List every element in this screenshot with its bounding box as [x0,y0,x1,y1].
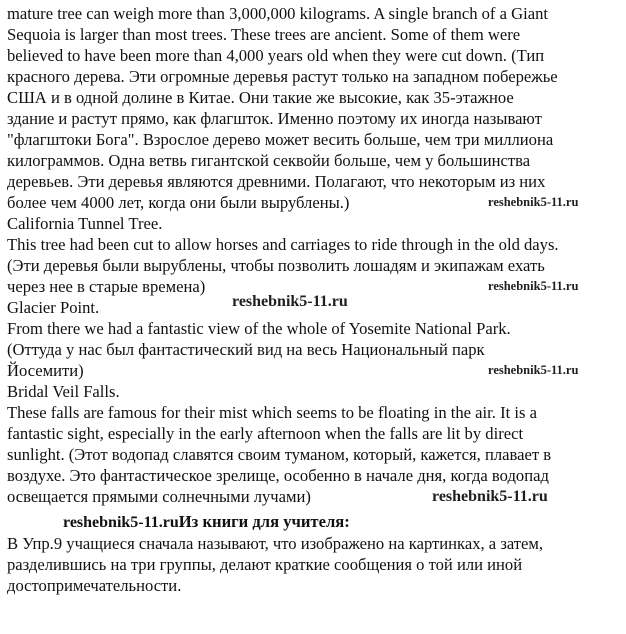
text-line: воздухе. Это фантастическое зрелище, особенно в начале дня, когда водопад [7,466,549,485]
text-line: believed to have been more than 4,000 years old when they were cut down. (Тип [7,46,545,65]
watermark: reshebnik5-11.ru [63,514,179,531]
text-line: These falls are famous for their mist which seems to be floating in the air. It is a [7,403,537,422]
teacher-heading-line [63,512,350,533]
teacher-heading: Из книги для учителя: [178,512,350,531]
text-line: здание и растут прямо, как флагшток. Именно поэтому их иногда называют [7,109,542,128]
text-line: (Оттуда у нас был фантастический вид на весь Национальный парк [7,340,485,359]
text-line: красного дерева. Эти огромные деревья растут только на западном побережье [7,67,558,86]
text-line: разделившись на три группы, делают краткие сообщения о той или иной [7,555,523,574]
text-line: достопримечательности. [7,576,182,595]
text-line: США и в одной долине в Китае. Они такие же высокие, как 35-этажное [7,88,514,107]
watermark: reshebnik5-11.ru [488,363,579,377]
text-line: mature tree can weigh more than 3,000,000 kilograms. A single branch of a Giant [7,4,548,23]
watermark: reshebnik5-11.ru [488,195,579,209]
text-line: освещается прямыми солнечными лучами) [7,487,311,506]
text-line: fantastic sight, especially in the early afternoon when the falls are lit by direct [7,424,524,443]
text-line: "флагштоки Бога". Взрослое дерево может весить больше, чем три миллиона [7,130,554,149]
watermark: reshebnik5-11.ru [432,488,548,505]
text-line: sunlight. (Этот водопад славятся своим туманом, который, кажется, плавает в [7,445,552,464]
text-line: This tree had been cut to allow horses and carriages to ride through in the old days. [7,235,559,254]
text-line: Sequoia is larger than most trees. These trees are ancient. Some of them were [7,25,521,44]
watermark: reshebnik5-11.ru [488,279,579,293]
section-heading-california-tunnel-tree: California Tunnel Tree. [7,214,163,233]
text-line: Йосемити) [7,361,84,380]
text-line: килограммов. Одна ветвь гигантской секвойи больше, чем у большинства [7,151,531,170]
text-line: более чем 4000 лет, когда они были вырублены.) [7,193,350,212]
watermark: reshebnik5-11.ru [232,293,348,310]
text-line: через нее в старые времена) [7,277,206,296]
text-line: деревьев. Эти деревья являются древними. Полагают, что некоторым из них [7,172,546,191]
section-heading-glacier-point: Glacier Point. [7,298,100,317]
text-line: В Упр.9 учащиеся сначала называют, что изображено на картинках, а затем, [7,534,544,553]
text-line: From there we had a fantastic view of the whole of Yosemite National Park. [7,319,511,338]
section-heading-bridal-veil-falls: Bridal Veil Falls. [7,382,120,401]
text-line: (Эти деревья были вырублены, чтобы позволить лошадям и экипажам ехать [7,256,545,275]
